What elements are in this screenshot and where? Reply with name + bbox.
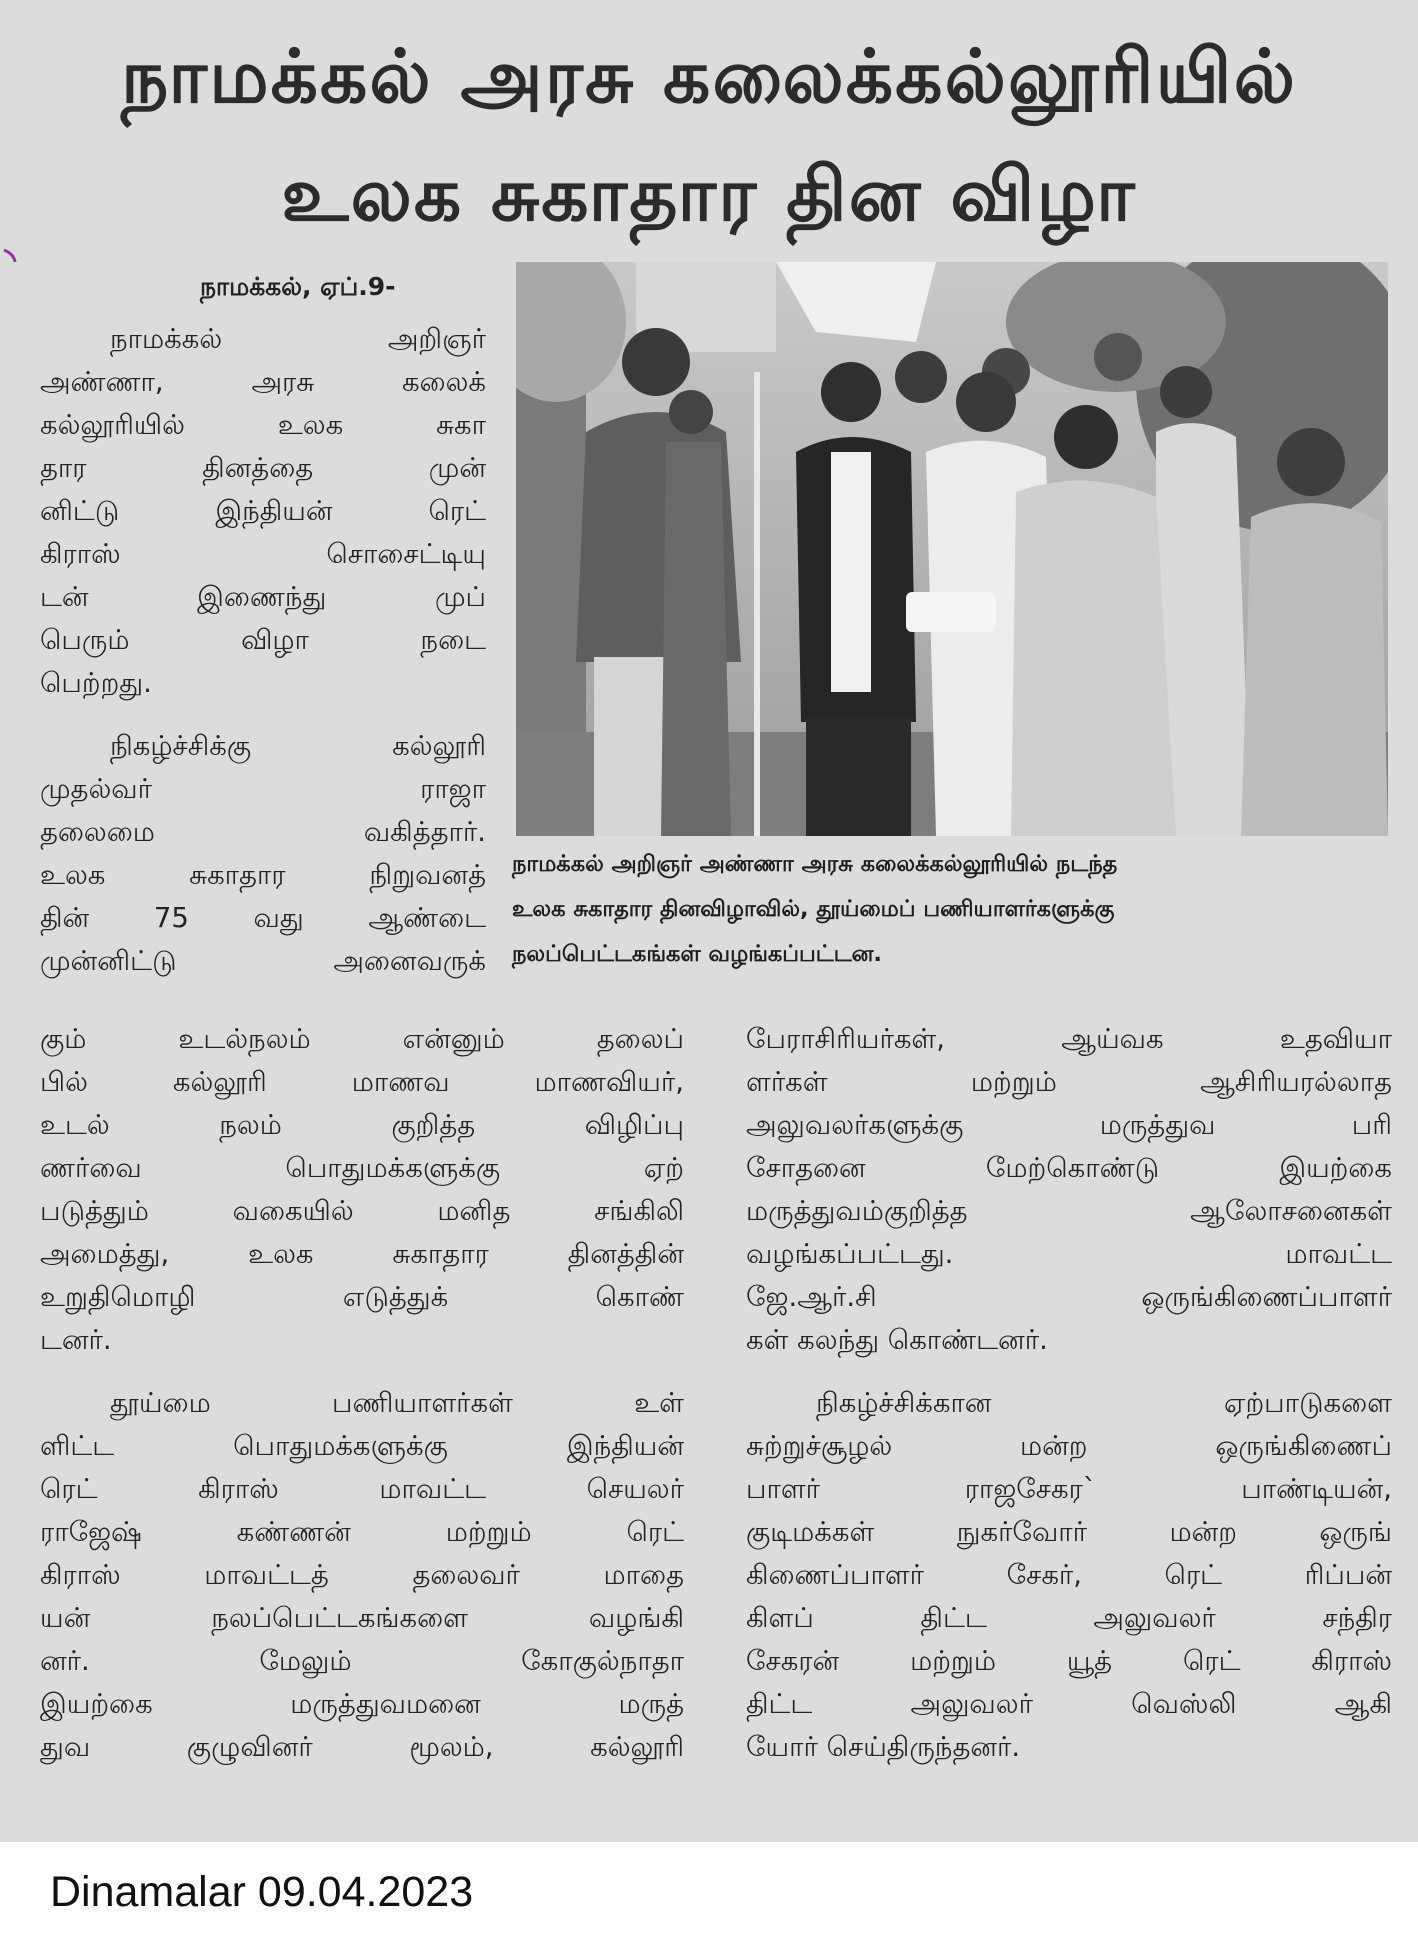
article-column-3 bbox=[746, 1018, 1392, 1769]
text-line: பில் கல்லூரி மாணவ மாணவியர், bbox=[40, 1066, 684, 1098]
text-line: பெரும் விழா நடை bbox=[40, 624, 486, 656]
text-line: சோதனை மேற்கொண்டு இயற்கை bbox=[746, 1152, 1392, 1184]
text-line: முதல்வர் ராஜா bbox=[40, 773, 486, 805]
caption-line: உலக சுகாதார தினவிழாவில், தூய்மைப் பணியாளர்களுக்கு bbox=[512, 896, 1115, 922]
text-line: ளிட்ட பொதுமக்களுக்கு இந்தியன் bbox=[40, 1430, 684, 1462]
text-line: உடல் நலம் குறித்த விழிப்பு bbox=[40, 1109, 684, 1141]
text-line: தூய்மை பணியாளர்கள் உள் bbox=[110, 1387, 684, 1419]
source-label: Dinamalar 09.04.2023 bbox=[50, 1868, 474, 1916]
text-line: ணர்வை பொதுமக்களுக்கு ஏற் bbox=[40, 1152, 684, 1184]
event-photo-image bbox=[516, 262, 1388, 836]
text-line: நிகழ்ச்சிக்கான ஏற்பாடுகளை bbox=[816, 1387, 1392, 1419]
text-line: ரெட் கிராஸ் மாவட்ட செயலர் bbox=[40, 1473, 684, 1505]
caption-line: நாமக்கல் அறிஞர் அண்ணா அரசு கலைக்கல்லூரியில் நடந்த bbox=[512, 851, 1118, 877]
text-line: யன் நலப்பெட்டகங்களை வழங்கி bbox=[40, 1602, 684, 1634]
text-line: ராஜேஷ் கண்ணன் மற்றும் ரெட் bbox=[40, 1516, 684, 1548]
text-line: சேகரன் மற்றும் யூத் ரெட் கிராஸ் bbox=[746, 1645, 1392, 1677]
text-line: கள் கலந்து கொண்டனர். bbox=[746, 1324, 1048, 1356]
text-line: உறுதிமொழி எடுத்துக் கொண் bbox=[40, 1281, 684, 1313]
text-line: நிகழ்ச்சிக்கு கல்லூரி bbox=[110, 730, 486, 762]
text-line: முன்னிட்டு அனைவருக் bbox=[40, 945, 486, 977]
text-line: வழங்கப்பட்டது. மாவட்ட bbox=[746, 1238, 1392, 1270]
text-line: கும் உடல்நலம் என்னும் தலைப் bbox=[40, 1023, 684, 1055]
text-line: டனர். bbox=[40, 1324, 112, 1356]
text-line: கிராஸ் மாவட்டத் தலைவர் மாதை bbox=[40, 1559, 684, 1591]
text-line: ளர்கள் மற்றும் ஆசிரியரல்லாத bbox=[746, 1066, 1392, 1098]
text-line: தலைமை வகித்தார். bbox=[40, 816, 486, 848]
text-line: அண்ணா, அரசு கலைக் bbox=[40, 366, 486, 398]
event-photo bbox=[516, 262, 1388, 836]
text-line: மருத்துவம்குறித்த ஆலோசனைகள் bbox=[746, 1195, 1392, 1227]
text-line: பேராசிரியர்கள், ஆய்வக உதவியா bbox=[746, 1023, 1392, 1055]
text-line: கிணைப்பாளர் சேகர், ரெட் ரிப்பன் bbox=[746, 1559, 1392, 1591]
text-line: படுத்தும் வகையில் மனித சங்கிலி bbox=[40, 1195, 684, 1227]
text-line: உலக சுகாதார நிறுவனத் bbox=[40, 859, 486, 891]
text-line: இயற்கை மருத்துவமனை மருத் bbox=[40, 1688, 684, 1720]
headline-line-1: நாமக்கல் அரசு கலைக்கல்லூரியில் bbox=[120, 34, 1298, 120]
text-line: துவ குழுவினர் மூலம், கல்லூரி bbox=[40, 1731, 684, 1763]
photo-caption bbox=[512, 842, 1392, 977]
dateline: நாமக்கல், ஏப்.9- bbox=[200, 272, 396, 301]
article-column-2 bbox=[40, 1018, 684, 1769]
text-line: கிளப் திட்ட அலுவலர் சந்திர bbox=[746, 1602, 1392, 1634]
text-line: சுற்றுச்சூழல் மன்ற ஒருங்கிணைப் bbox=[746, 1430, 1392, 1462]
text-line: பெற்றது. bbox=[40, 667, 152, 699]
text-line: யோர் செய்திருந்தனர். bbox=[746, 1731, 1021, 1763]
text-line: குடிமக்கள் நுகர்வோர் மன்ற ஒருங் bbox=[746, 1516, 1392, 1548]
text-line: கிராஸ் சொசைட்டியு bbox=[40, 538, 486, 570]
text-line: தார தினத்தை முன் bbox=[40, 452, 486, 484]
text-line: அமைத்து, உலக சுகாதார தினத்தின் bbox=[40, 1238, 684, 1270]
text-line: டன் இணைந்து முப் bbox=[40, 581, 486, 613]
text-line: தின் 75 வது ஆண்டை bbox=[40, 902, 486, 934]
pen-mark bbox=[2, 248, 18, 278]
headline-line-2: உலக சுகாதார தின விழா bbox=[281, 152, 1137, 238]
text-line: னர். மேலும் கோகுல்நாதா bbox=[40, 1645, 684, 1677]
caption-line: நலப்பெட்டகங்கள் வழங்கப்பட்டன. bbox=[512, 941, 882, 967]
text-line: கல்லூரியில் உலக சுகா bbox=[40, 409, 486, 441]
text-line: னிட்டு இந்தியன் ரெட் bbox=[40, 495, 486, 527]
text-line: அலுவலர்களுக்கு மருத்துவ பரி bbox=[746, 1109, 1392, 1141]
text-line: திட்ட அலுவலர் வெஸ்லி ஆகி bbox=[746, 1688, 1392, 1720]
article-column-1 bbox=[40, 318, 486, 983]
text-line: ஜே.ஆர்.சி ஒருங்கிணைப்பாளர் bbox=[746, 1281, 1392, 1313]
text-line: நாமக்கல் அறிஞர் bbox=[110, 323, 486, 355]
text-line: பாளர் ராஜசேகர` பாண்டியன், bbox=[746, 1473, 1392, 1505]
